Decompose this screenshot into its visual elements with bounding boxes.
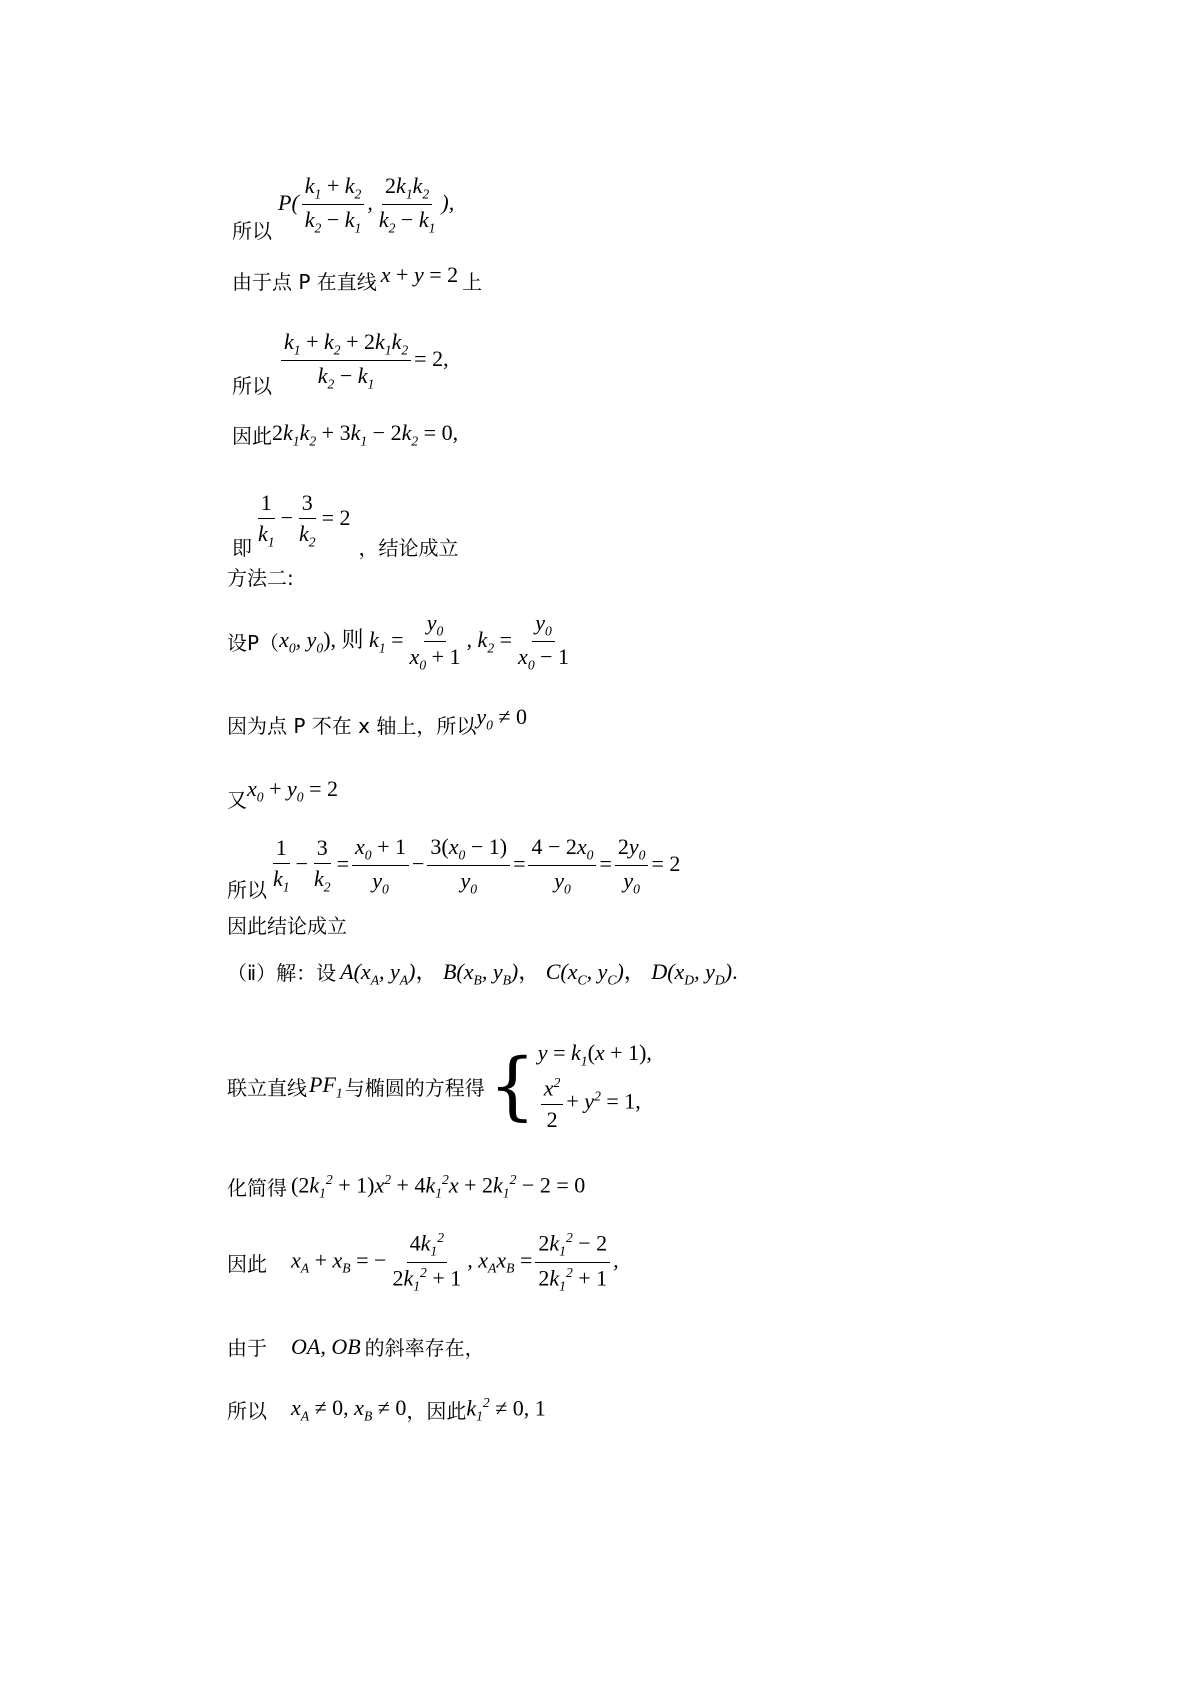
line-5-label: 即: [232, 536, 252, 560]
line-13-label: 联立直线: [227, 1075, 307, 1100]
line-2: [232, 261, 483, 295]
line-13-label2: 与椭圆的方程得: [344, 1075, 485, 1100]
line-9-label: 又: [227, 788, 247, 812]
line-8-label: 因为点 P 不在 x 轴上，所以: [227, 714, 477, 739]
line-11: [227, 910, 347, 939]
line-5-math: $\frac{1}{k_1}$ − $\frac{3}{k_2}$ = 2: [258, 490, 351, 550]
line-12-label: （ⅱ）解：设: [227, 961, 337, 986]
line-1: [232, 165, 454, 244]
line-4-math: $2k_1k_2 + 3k_1 - 2k_2 = 0$,: [272, 420, 459, 449]
line-17-label: 所以: [227, 1399, 267, 1424]
line-17: [227, 1395, 546, 1425]
line-7-math: $x_0$, $y_0$), 则 $k_1$ = $\frac{y_0}{x_0 + 1}$ , $k_2$ = $\frac{y_0}{x_0 - 1}$: [279, 610, 570, 673]
line-17-math: $x_A \ne 0$, $x_B \ne 0$: [291, 1395, 407, 1424]
line-8-math: $y_0 \ne 0$: [476, 704, 527, 733]
line-6: [227, 562, 294, 591]
line-11-text: 因此结论成立: [227, 914, 347, 938]
line-12: [227, 955, 738, 988]
line-16-label2: 的斜率存在，: [364, 1336, 485, 1360]
line-9: [227, 768, 338, 813]
line-15-label: 因此: [227, 1251, 267, 1276]
line-3-label: 所以: [232, 374, 272, 398]
line-8: [227, 704, 527, 739]
line-7: [227, 610, 575, 674]
line-5-suffix: ，结论成立: [358, 536, 459, 560]
line-2-suffix: 上: [462, 270, 483, 294]
line-1-label: 所以: [232, 219, 272, 243]
line-5: [232, 480, 459, 561]
line-2-label: 由于点 P 在直线: [232, 270, 377, 294]
line-13: [227, 1040, 652, 1133]
line-10: [227, 828, 680, 903]
line-1-math: P( $\frac{k_1 + k_2}{k_2 - k_1}$ , $\frac{2k_1k_2}{k_2 - k_1}$ ),: [278, 172, 455, 236]
line-9-math: $x_0 + y_0 = 2$: [247, 775, 338, 805]
line-2-math: x + y = 2: [380, 261, 459, 287]
line-3-math: $\frac{k_1 + k_2 + 2k_1k_2}{k_2 - k_1}$ = 2,: [278, 329, 449, 393]
line-14-math: $(2k_1^2 + 1)x^2 + 4k_1^2x + 2k_1^2 - 2 = 0$: [291, 1172, 586, 1201]
line-16-label: 由于: [227, 1336, 267, 1360]
line-7-label: 设P（: [227, 631, 280, 656]
line-12-math: $A(x_A$, $y_A$)， $B(x_B$, $y_B$)， $C(x_C$, $y_C$)， $D(x_D$, $y_D$).: [340, 959, 738, 988]
line-14: [227, 1172, 585, 1202]
line-3: [232, 322, 449, 399]
line-14-label: 化简得: [227, 1176, 287, 1201]
line-16-math: OA, OB: [291, 1333, 361, 1359]
line-10-math: $\frac{1}{k_1}$ − $\frac{3}{k_2}$ = $\frac{x_0 + 1}{y_0}$ − $\frac{3(x_0 - 1)}{y_0}$ = $\frac{4 - 2x_0}{y_0}$ = $\frac{2y_0}{y_0}$ = 2: [273, 833, 681, 897]
line-15-math: $x_A + x_B$ = − $\frac{4k_1^2}{2k_1^2 + 1}$ , $x_Ax_B$ = $\frac{2k_1^2 - 2}{2k_1^2 + 1}$ ,: [291, 1230, 619, 1294]
line-10-label: 所以: [227, 878, 267, 902]
line-13-system: { $y = k_1(x + 1)$, $\frac{x^2}{2}$ + $y^2 = 1$,: [488, 1040, 652, 1132]
line-17-math2: $k_1^2 \ne 0$, 1: [466, 1395, 546, 1424]
line-4: [232, 420, 458, 449]
line-16: [227, 1332, 485, 1361]
line-4-label: 因此: [232, 424, 272, 449]
line-13-pf1: $PF_1$: [309, 1071, 343, 1101]
line-15: [227, 1230, 619, 1294]
line-17-label2: ，因此: [406, 1399, 467, 1424]
method-two-heading: 方法二:: [227, 566, 294, 590]
